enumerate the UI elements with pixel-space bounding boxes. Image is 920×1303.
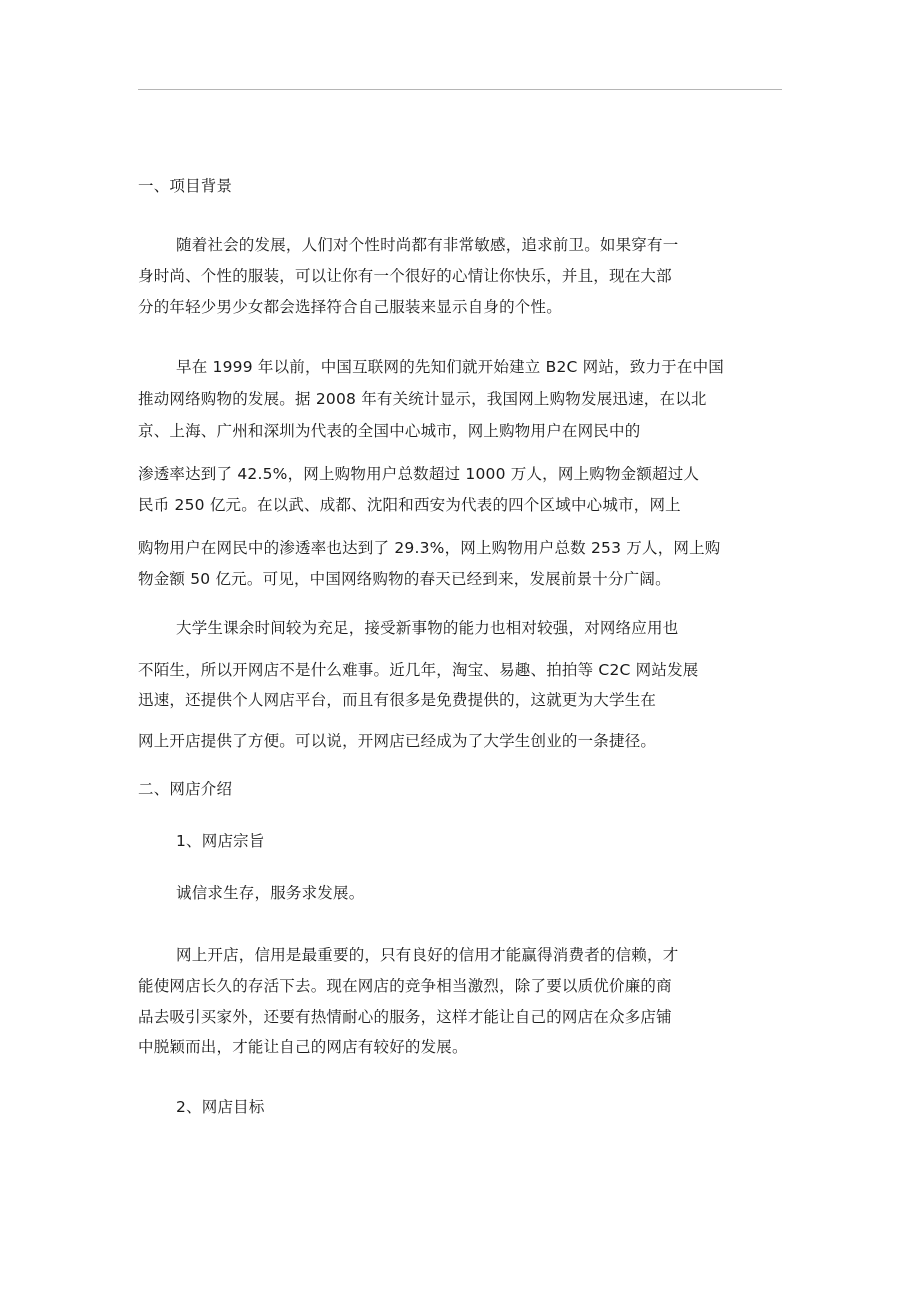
paragraph-line: 分的年轻少男少女都会选择符合自己服装来显示自身的个性。 <box>138 298 562 316</box>
paragraph-line: 迅速，还提供个人网店平台，而且有很多是免费提供的，这就更为大学生在 <box>138 691 657 709</box>
section-heading-background: 一、项目背景 <box>138 177 233 195</box>
paragraph-line: 随着社会的发展，人们对个性时尚都有非常敏感，追求前卫。如果穿有一 <box>176 236 679 254</box>
paragraph-line: 中脱颖而出，才能让自己的网店有较好的发展。 <box>138 1038 468 1056</box>
paragraph-line: 品去吸引买家外，还要有热情耐心的服务，这样才能让自己的网店在众多店铺 <box>138 1008 672 1026</box>
paragraph-line: 物金额 50 亿元。可见，中国网络购物的春天已经到来，发展前景十分广阔。 <box>138 570 671 588</box>
subsection-heading-shop-purpose: 1、网店宗旨 <box>176 832 265 850</box>
paragraph-line: 诚信求生存，服务求发展。 <box>176 884 365 902</box>
paragraph-line: 不陌生，所以开网店不是什么难事。近几年，淘宝、易趣、拍拍等 C2C 网站发展 <box>138 661 699 679</box>
paragraph-line: 渗透率达到了 42.5%，网上购物用户总数超过 1000 万人，网上购物金额超过人 <box>138 465 700 483</box>
paragraph-line: 推动网络购物的发展。据 2008 年有关统计显示，我国网上购物发展迅速，在以北 <box>138 390 707 408</box>
subsection-heading-shop-goal: 2、网店目标 <box>176 1098 265 1116</box>
header-rule <box>138 89 782 90</box>
paragraph-line: 早在 1999 年以前，中国互联网的先知们就开始建立 B2C 网站，致力于在中国 <box>176 358 724 376</box>
paragraph-line: 身时尚、个性的服装，可以让你有一个很好的心情让你快乐，并且，现在大部 <box>138 267 672 285</box>
paragraph-line: 能使网店长久的存活下去。现在网店的竞争相当激烈，除了要以质优价廉的商 <box>138 977 672 995</box>
paragraph-line: 大学生课余时间较为充足，接受新事物的能力也相对较强，对网络应用也 <box>176 619 679 637</box>
paragraph-line: 购物用户在网民中的渗透率也达到了 29.3%，网上购物用户总数 253 万人，网上购 <box>138 539 721 557</box>
paragraph-line: 民币 250 亿元。在以武、成都、沈阳和西安为代表的四个区域中心城市，网上 <box>138 496 681 514</box>
paragraph-line: 京、上海、广州和深圳为代表的全国中心城市，网上购物用户在网民中的 <box>138 422 641 440</box>
paragraph-line: 网上开店，信用是最重要的，只有良好的信用才能赢得消费者的信赖，才 <box>176 946 679 964</box>
paragraph-line: 网上开店提供了方便。可以说，开网店已经成为了大学生创业的一条捷径。 <box>138 732 657 750</box>
section-heading-shop-intro: 二、网店介绍 <box>138 780 233 798</box>
